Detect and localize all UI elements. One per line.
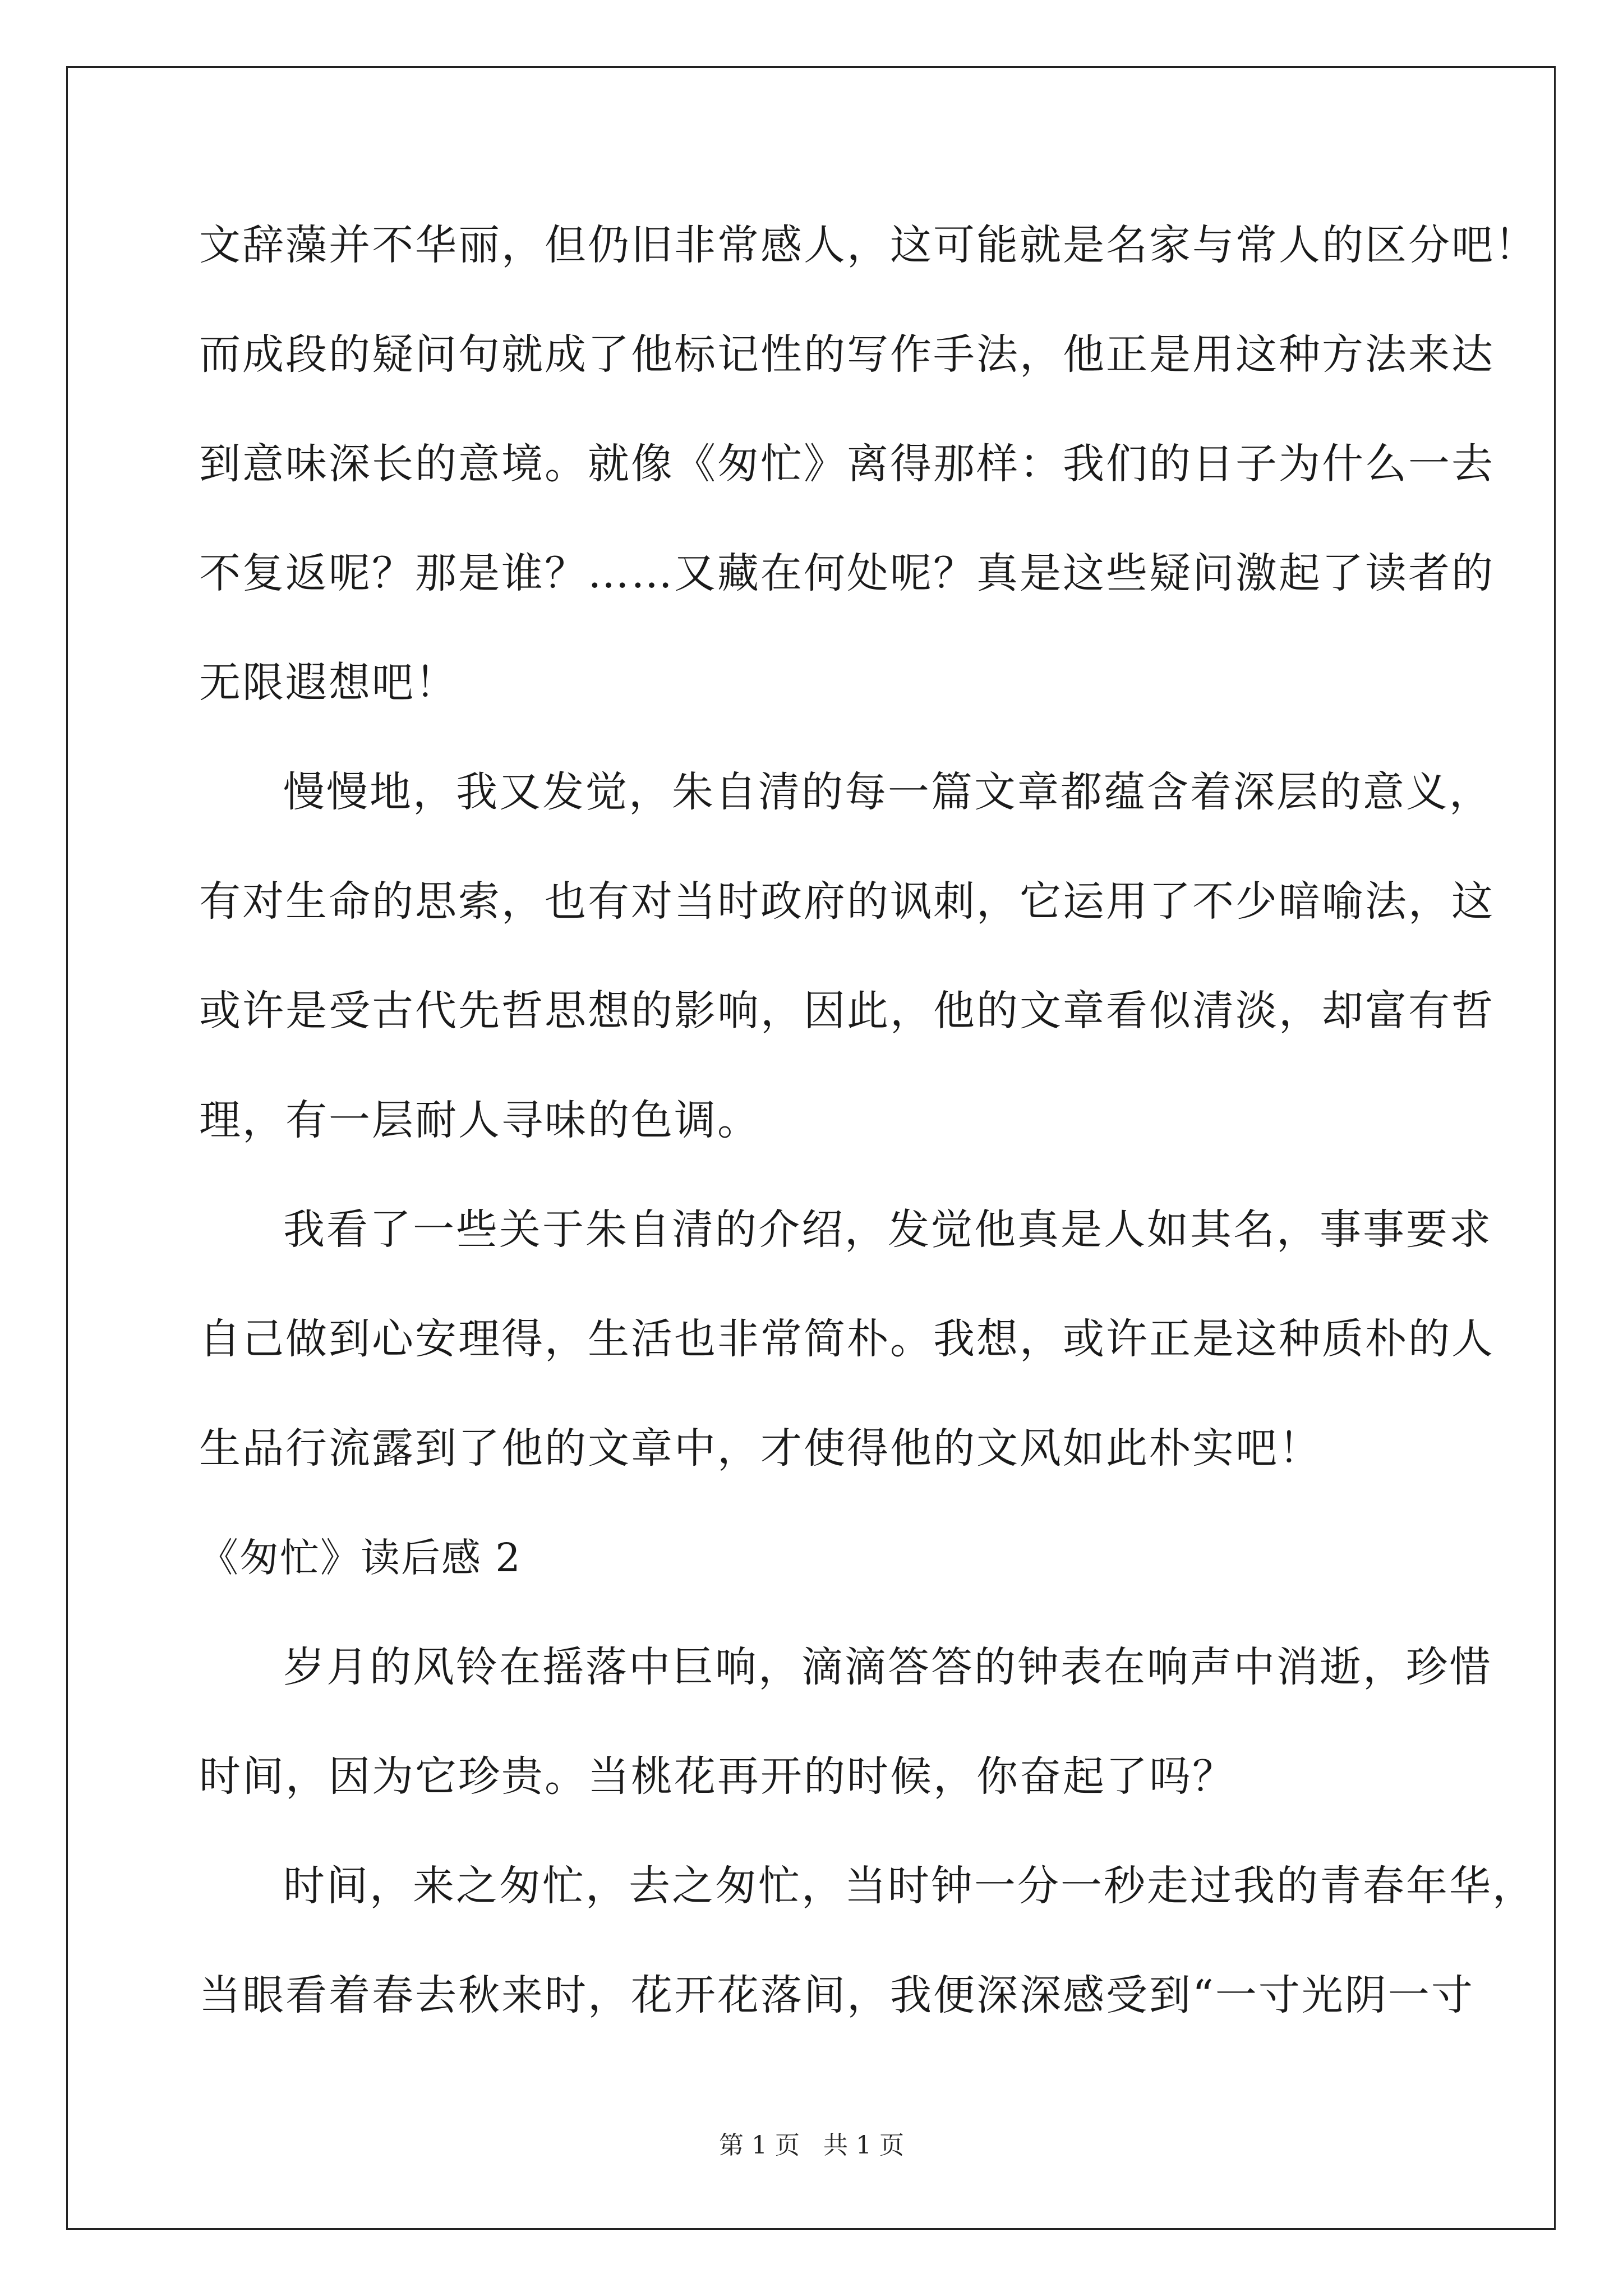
text-line-12: 生品行流露到了他的文章中，才使得他的文风如此朴实吧！ [199, 1424, 1322, 1473]
text-line-10: 我看了一些关于朱自清的介绍，发觉他真是人如其名，事事要求 [283, 1205, 1492, 1254]
page-footer [0, 2125, 1623, 2161]
text-line-4: 不复返呢？那是谁？……又藏在何处呢？真是这些疑问激起了读者的 [199, 549, 1495, 597]
section-line-3: 时间，来之匆忙，去之匆忙，当时钟一分一秒走过我的青春年华， [283, 1862, 1536, 1910]
text-line-9: 理，有一层耐人寻味的色调。 [199, 1096, 760, 1144]
section-line-2: 时间，因为它珍贵。当桃花再开的时候，你奋起了吗？ [199, 1752, 1235, 1801]
section-heading: 《匆忙》读后感 2 [199, 1535, 522, 1581]
text-line-2: 而成段的疑问句就成了他标记性的写作手法，他正是用这种方法来达 [199, 330, 1495, 379]
document-body [199, 214, 1538, 2074]
text-line-7: 有对生命的思索，也有对当时政府的讽刺，它运用了不少暗喻法，这 [199, 877, 1495, 926]
text-line-1: 文辞藻并不华丽，但仍旧非常感人，这可能就是名家与常人的区分吧！ [199, 221, 1538, 269]
page-number-current: 第 1 页 [719, 2131, 800, 2160]
section-line-1: 岁月的风铃在摇落中巨响，滴滴答答的钟表在响声中消逝，珍惜 [283, 1643, 1492, 1691]
text-line-3: 到意味深长的意境。就像《匆忙》离得那样：我们的日子为什么一去 [199, 440, 1495, 488]
text-line-8: 或许是受古代先哲思想的影响，因此，他的文章看似清淡，却富有哲 [199, 987, 1495, 1035]
text-line-5: 无限遐想吧！ [199, 659, 458, 707]
section-line-4: 当眼看着春去秋来时，花开花落间，我便深深感受到“一寸光阴一寸 [199, 1971, 1474, 2019]
text-line-6: 慢慢地，我又发觉，朱自清的每一篇文章都蕴含着深层的意义， [283, 768, 1492, 816]
page-number-total: 共 1 页 [823, 2131, 904, 2160]
text-line-11: 自己做到心安理得，生活也非常简朴。我想，或许正是这种质朴的人 [199, 1315, 1495, 1363]
